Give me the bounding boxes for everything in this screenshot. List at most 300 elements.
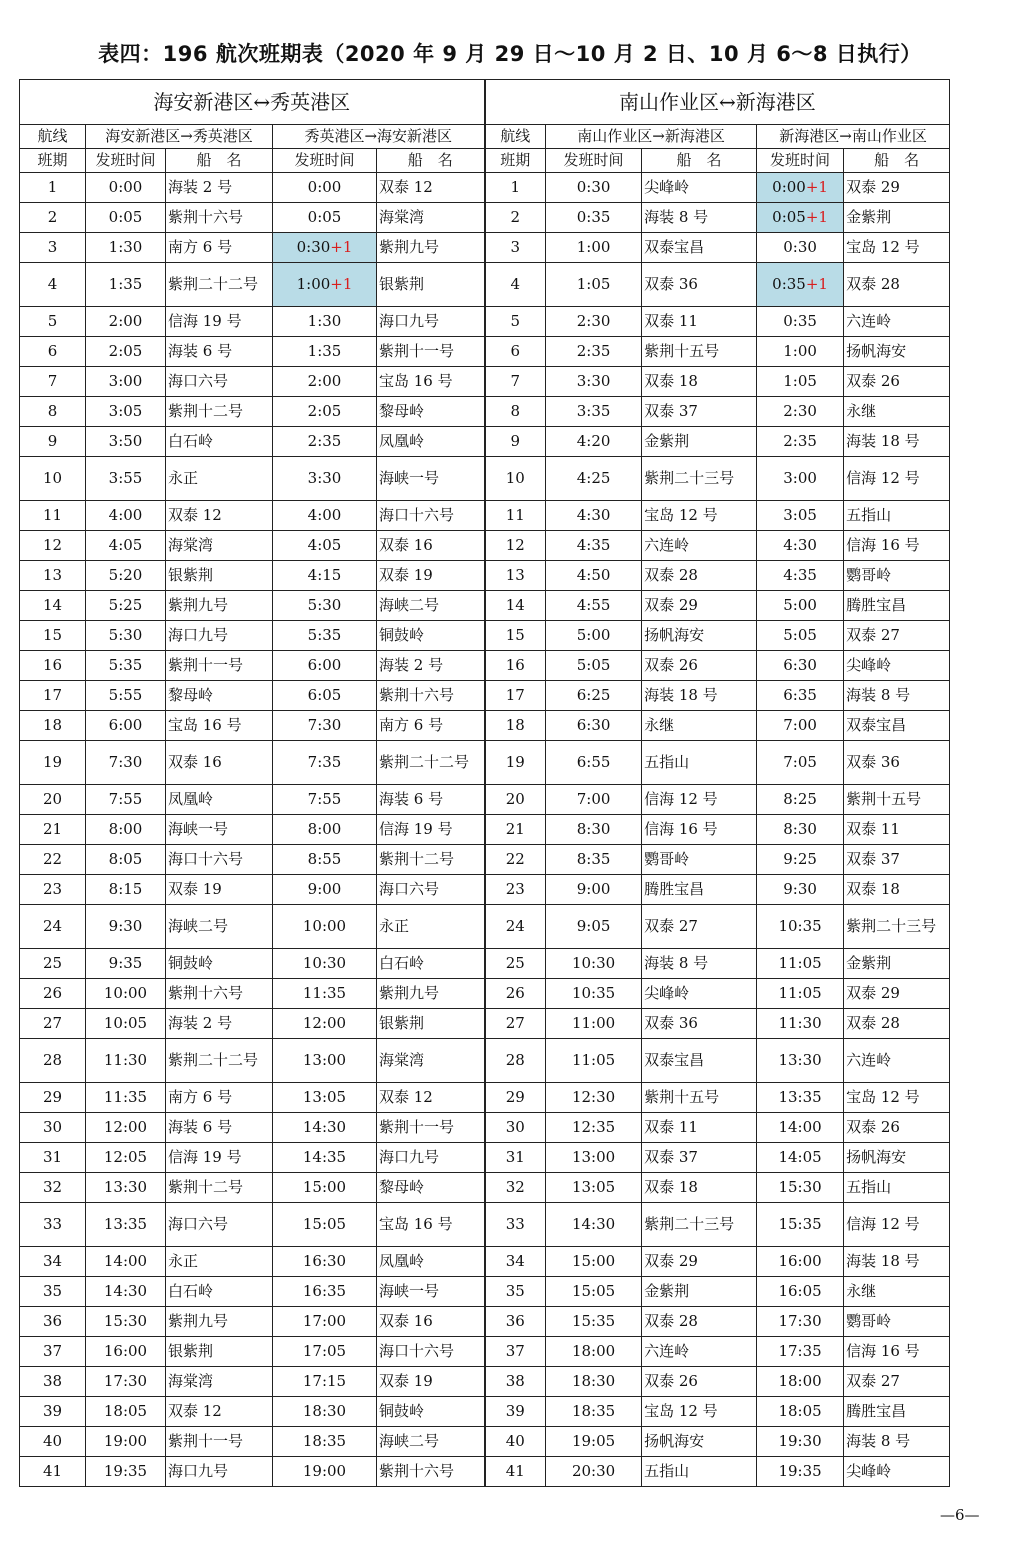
xinhai-depart-time bbox=[757, 1143, 844, 1173]
haian-ship-name: 白石岭 bbox=[166, 427, 273, 457]
xiuying-ship-name: 海棠湾 bbox=[377, 203, 485, 233]
nanshan-depart-time bbox=[546, 651, 642, 681]
haian-ship-name: 南方 6 号 bbox=[166, 233, 273, 263]
xiuying-ship-name: 宝岛 16 号 bbox=[377, 1203, 485, 1247]
nanshan-ship-name: 双泰 36 bbox=[642, 1009, 757, 1039]
haian-ship-name: 信海 19 号 bbox=[166, 307, 273, 337]
xinhai-ship-name: 永继 bbox=[844, 1277, 950, 1307]
trip-number-right: 24 bbox=[485, 905, 546, 949]
depart-time: 3:50 bbox=[108, 432, 143, 450]
haian-depart-time bbox=[86, 1173, 166, 1203]
depart-time: 6:35 bbox=[783, 686, 817, 704]
trip-number-right: 1 bbox=[485, 173, 546, 203]
trip-number-right: 32 bbox=[485, 1173, 546, 1203]
haian-depart-time bbox=[86, 1307, 166, 1337]
trip-number-left: 36 bbox=[20, 1307, 86, 1337]
header-depart-time: 发班时间 bbox=[757, 149, 844, 173]
trip-number-right: 22 bbox=[485, 845, 546, 875]
next-day-mark: +1 bbox=[805, 208, 828, 226]
nanshan-depart-time bbox=[546, 501, 642, 531]
depart-time: 11:35 bbox=[302, 984, 347, 1002]
xiuying-ship-name: 双泰 16 bbox=[377, 531, 485, 561]
depart-time: 11:30 bbox=[778, 1014, 822, 1032]
xinhai-depart-time bbox=[757, 1337, 844, 1367]
haian-depart-time bbox=[86, 651, 166, 681]
depart-time: 16:00 bbox=[778, 1252, 822, 1270]
xinhai-ship-name: 鹦哥岭 bbox=[844, 561, 950, 591]
nanshan-depart-time bbox=[546, 621, 642, 651]
depart-time: 4:00 bbox=[108, 506, 143, 524]
trip-number-left: 5 bbox=[20, 307, 86, 337]
depart-time: 4:30 bbox=[783, 536, 817, 554]
depart-time: 10:00 bbox=[103, 984, 148, 1002]
haian-ship-name: 海口十六号 bbox=[166, 845, 273, 875]
nanshan-depart-time bbox=[546, 1083, 642, 1113]
header-trip-right: 班期 bbox=[485, 149, 546, 173]
table-row bbox=[20, 1307, 950, 1337]
depart-time: 8:15 bbox=[108, 880, 143, 898]
haian-depart-time bbox=[86, 681, 166, 711]
nanshan-depart-time bbox=[546, 397, 642, 427]
depart-time: 1:35 bbox=[108, 275, 143, 293]
xiuying-depart-time bbox=[273, 711, 377, 741]
table-row bbox=[20, 457, 950, 501]
haian-ship-name: 海口九号 bbox=[166, 1457, 273, 1487]
xinhai-ship-name: 双泰 37 bbox=[844, 845, 950, 875]
depart-time: 19:35 bbox=[103, 1462, 148, 1480]
depart-time: 4:30 bbox=[576, 506, 611, 524]
trip-number-left: 17 bbox=[20, 681, 86, 711]
depart-time: 18:05 bbox=[103, 1402, 148, 1420]
xiuying-depart-time bbox=[273, 815, 377, 845]
depart-time: 11:00 bbox=[571, 1014, 616, 1032]
haian-depart-time bbox=[86, 1337, 166, 1367]
header-depart-time: 发班时间 bbox=[273, 149, 377, 173]
depart-time: 17:30 bbox=[778, 1312, 822, 1330]
xiuying-depart-time bbox=[273, 501, 377, 531]
xinhai-ship-name: 紫荆二十三号 bbox=[844, 905, 950, 949]
trip-number-left: 39 bbox=[20, 1397, 86, 1427]
nanshan-ship-name: 尖峰岭 bbox=[642, 173, 757, 203]
trip-number-left: 41 bbox=[20, 1457, 86, 1487]
header-depart-time: 发班时间 bbox=[546, 149, 642, 173]
xiuying-ship-name: 铜鼓岭 bbox=[377, 621, 485, 651]
haian-ship-name: 海装 2 号 bbox=[166, 173, 273, 203]
depart-time: 7:05 bbox=[783, 753, 817, 771]
depart-time: 4:20 bbox=[576, 432, 611, 450]
xiuying-ship-name: 白石岭 bbox=[377, 949, 485, 979]
xinhai-depart-time bbox=[757, 501, 844, 531]
page-title: 表四：196 航次班期表（2020 年 9 月 29 日～10 月 2 日、10 月 6～8 日执行） bbox=[98, 42, 922, 66]
nanshan-ship-name: 宝岛 12 号 bbox=[642, 501, 757, 531]
xiuying-ship-name: 海口九号 bbox=[377, 307, 485, 337]
table-row bbox=[20, 1457, 950, 1487]
nanshan-ship-name: 紫荆二十三号 bbox=[642, 457, 757, 501]
depart-time: 19:35 bbox=[778, 1462, 822, 1480]
xiuying-depart-time bbox=[273, 621, 377, 651]
xinhai-ship-name: 双泰宝昌 bbox=[844, 711, 950, 741]
trip-number-right: 28 bbox=[485, 1039, 546, 1083]
xinhai-ship-name: 永继 bbox=[844, 397, 950, 427]
xiuying-depart-time bbox=[273, 367, 377, 397]
xinhai-depart-time bbox=[757, 173, 844, 203]
haian-depart-time bbox=[86, 397, 166, 427]
trip-number-left: 28 bbox=[20, 1039, 86, 1083]
table-row bbox=[20, 1247, 950, 1277]
table-row bbox=[20, 173, 950, 203]
header-ship-name: 船 名 bbox=[377, 149, 485, 173]
nanshan-ship-name: 双泰宝昌 bbox=[642, 233, 757, 263]
trip-number-right: 36 bbox=[485, 1307, 546, 1337]
xinhai-depart-time bbox=[757, 531, 844, 561]
nanshan-depart-time bbox=[546, 1307, 642, 1337]
header-depart-time: 发班时间 bbox=[86, 149, 166, 173]
depart-time: 2:35 bbox=[576, 342, 611, 360]
haian-ship-name: 宝岛 16 号 bbox=[166, 711, 273, 741]
nanshan-depart-time bbox=[546, 681, 642, 711]
xiuying-depart-time bbox=[273, 1397, 377, 1427]
xinhai-depart-time bbox=[757, 457, 844, 501]
nanshan-ship-name: 双泰宝昌 bbox=[642, 1039, 757, 1083]
trip-number-left: 9 bbox=[20, 427, 86, 457]
xinhai-depart-time bbox=[757, 905, 844, 949]
depart-time: 6:30 bbox=[576, 716, 611, 734]
nanshan-depart-time bbox=[546, 741, 642, 785]
depart-time: 15:35 bbox=[778, 1215, 822, 1233]
xinhai-depart-time bbox=[757, 1203, 844, 1247]
depart-time: 17:15 bbox=[302, 1372, 347, 1390]
trip-number-left: 38 bbox=[20, 1367, 86, 1397]
depart-time: 15:05 bbox=[571, 1282, 616, 1300]
xinhai-depart-time bbox=[757, 1009, 844, 1039]
trip-number-right: 38 bbox=[485, 1367, 546, 1397]
trip-number-left: 37 bbox=[20, 1337, 86, 1367]
xinhai-ship-name: 双泰 36 bbox=[844, 741, 950, 785]
trip-number-left: 40 bbox=[20, 1427, 86, 1457]
nanshan-depart-time bbox=[546, 263, 642, 307]
depart-time: 3:05 bbox=[108, 402, 143, 420]
xiuying-ship-name: 海口十六号 bbox=[377, 501, 485, 531]
depart-time: 13:30 bbox=[778, 1051, 822, 1069]
xiuying-depart-time bbox=[273, 591, 377, 621]
trip-number-right: 8 bbox=[485, 397, 546, 427]
table-row bbox=[20, 337, 950, 367]
trip-number-right: 29 bbox=[485, 1083, 546, 1113]
trip-number-left: 10 bbox=[20, 457, 86, 501]
haian-depart-time bbox=[86, 233, 166, 263]
depart-time: 3:30 bbox=[576, 372, 611, 390]
xinhai-depart-time bbox=[757, 711, 844, 741]
trip-number-left: 3 bbox=[20, 233, 86, 263]
depart-time: 0:00 bbox=[307, 178, 342, 196]
section-right-title: 南山作业区↔新海港区 bbox=[485, 80, 950, 125]
depart-time: 10:35 bbox=[571, 984, 616, 1002]
haian-depart-time bbox=[86, 307, 166, 337]
depart-time: 1:35 bbox=[307, 342, 342, 360]
nanshan-ship-name: 腾胜宝昌 bbox=[642, 875, 757, 905]
xinhai-ship-name: 紫荆十五号 bbox=[844, 785, 950, 815]
haian-ship-name: 海装 6 号 bbox=[166, 1113, 273, 1143]
xinhai-depart-time bbox=[757, 1247, 844, 1277]
nanshan-depart-time bbox=[546, 949, 642, 979]
trip-number-right: 3 bbox=[485, 233, 546, 263]
depart-time: 15:05 bbox=[302, 1215, 347, 1233]
depart-time: 2:00 bbox=[108, 312, 143, 330]
depart-time: 8:35 bbox=[576, 850, 611, 868]
haian-depart-time bbox=[86, 1083, 166, 1113]
depart-time: 4:55 bbox=[576, 596, 611, 614]
xinhai-depart-time bbox=[757, 307, 844, 337]
trip-number-right: 21 bbox=[485, 815, 546, 845]
depart-time: 7:30 bbox=[108, 753, 143, 771]
nanshan-ship-name: 双泰 29 bbox=[642, 1247, 757, 1277]
trip-number-left: 7 bbox=[20, 367, 86, 397]
table-row bbox=[20, 875, 950, 905]
depart-time: 1:05 bbox=[783, 372, 817, 390]
haian-ship-name: 双泰 19 bbox=[166, 875, 273, 905]
xiuying-depart-time bbox=[273, 233, 377, 263]
xiuying-depart-time bbox=[273, 785, 377, 815]
xiuying-depart-time bbox=[273, 1009, 377, 1039]
haian-depart-time bbox=[86, 905, 166, 949]
table-row bbox=[20, 531, 950, 561]
xiuying-depart-time bbox=[273, 397, 377, 427]
header-route-right: 航线 bbox=[485, 125, 546, 149]
trip-number-left: 31 bbox=[20, 1143, 86, 1173]
xinhai-depart-time bbox=[757, 1427, 844, 1457]
depart-time: 16:00 bbox=[103, 1342, 148, 1360]
haian-ship-name: 紫荆九号 bbox=[166, 1307, 273, 1337]
xiuying-ship-name: 紫荆十一号 bbox=[377, 337, 485, 367]
depart-time: 5:30 bbox=[307, 596, 342, 614]
trip-number-right: 14 bbox=[485, 591, 546, 621]
trip-number-left: 2 bbox=[20, 203, 86, 233]
trip-number-right: 33 bbox=[485, 1203, 546, 1247]
depart-time: 10:30 bbox=[302, 954, 347, 972]
xinhai-depart-time bbox=[757, 1307, 844, 1337]
haian-depart-time bbox=[86, 531, 166, 561]
depart-time: 6:00 bbox=[307, 656, 342, 674]
trip-number-right: 7 bbox=[485, 367, 546, 397]
depart-time: 14:05 bbox=[778, 1148, 822, 1166]
table-row bbox=[20, 1337, 950, 1367]
depart-time: 15:35 bbox=[571, 1312, 616, 1330]
next-day-mark: +1 bbox=[330, 275, 353, 293]
xiuying-ship-name: 银紫荆 bbox=[377, 1009, 485, 1039]
table-row bbox=[20, 815, 950, 845]
depart-time: 0:00 bbox=[772, 178, 806, 196]
trip-number-right: 26 bbox=[485, 979, 546, 1009]
haian-depart-time bbox=[86, 1009, 166, 1039]
xinhai-depart-time bbox=[757, 785, 844, 815]
trip-number-right: 25 bbox=[485, 949, 546, 979]
xiuying-depart-time bbox=[273, 203, 377, 233]
depart-time: 6:25 bbox=[576, 686, 611, 704]
nanshan-depart-time bbox=[546, 1397, 642, 1427]
trip-number-left: 16 bbox=[20, 651, 86, 681]
xiuying-depart-time bbox=[273, 337, 377, 367]
nanshan-ship-name: 信海 16 号 bbox=[642, 815, 757, 845]
xinhai-ship-name: 金紫荆 bbox=[844, 203, 950, 233]
xiuying-ship-name: 凤凰岭 bbox=[377, 1247, 485, 1277]
nanshan-depart-time bbox=[546, 1039, 642, 1083]
haian-depart-time bbox=[86, 875, 166, 905]
depart-time: 0:35 bbox=[772, 275, 806, 293]
xiuying-depart-time bbox=[273, 875, 377, 905]
xinhai-depart-time bbox=[757, 367, 844, 397]
depart-time: 0:35 bbox=[576, 208, 611, 226]
xinhai-ship-name: 海装 8 号 bbox=[844, 681, 950, 711]
xiuying-depart-time bbox=[273, 1367, 377, 1397]
depart-time: 5:05 bbox=[576, 656, 611, 674]
xiuying-ship-name: 双泰 19 bbox=[377, 561, 485, 591]
nanshan-ship-name: 金紫荆 bbox=[642, 1277, 757, 1307]
xinhai-depart-time bbox=[757, 1083, 844, 1113]
nanshan-depart-time bbox=[546, 307, 642, 337]
depart-time: 0:35 bbox=[783, 312, 817, 330]
haian-depart-time bbox=[86, 203, 166, 233]
depart-time: 17:05 bbox=[302, 1342, 347, 1360]
xinhai-ship-name: 腾胜宝昌 bbox=[844, 591, 950, 621]
depart-time: 12:00 bbox=[302, 1014, 347, 1032]
depart-time: 5:05 bbox=[783, 626, 817, 644]
xinhai-ship-name: 六连岭 bbox=[844, 307, 950, 337]
depart-time: 18:35 bbox=[571, 1402, 616, 1420]
haian-depart-time bbox=[86, 711, 166, 741]
nanshan-ship-name: 双泰 28 bbox=[642, 561, 757, 591]
nanshan-ship-name: 六连岭 bbox=[642, 1337, 757, 1367]
nanshan-ship-name: 五指山 bbox=[642, 741, 757, 785]
nanshan-ship-name: 信海 12 号 bbox=[642, 785, 757, 815]
xiuying-ship-name: 紫荆十二号 bbox=[377, 845, 485, 875]
xiuying-ship-name: 永正 bbox=[377, 905, 485, 949]
depart-time: 10:00 bbox=[302, 917, 347, 935]
haian-ship-name: 南方 6 号 bbox=[166, 1083, 273, 1113]
trip-number-left: 19 bbox=[20, 741, 86, 785]
depart-time: 3:00 bbox=[783, 469, 817, 487]
xinhai-depart-time bbox=[757, 397, 844, 427]
depart-time: 4:00 bbox=[307, 506, 342, 524]
trip-number-right: 5 bbox=[485, 307, 546, 337]
haian-depart-time bbox=[86, 591, 166, 621]
xiuying-depart-time bbox=[273, 1277, 377, 1307]
haian-ship-name: 银紫荆 bbox=[166, 1337, 273, 1367]
nanshan-depart-time bbox=[546, 457, 642, 501]
depart-time: 10:35 bbox=[778, 917, 822, 935]
nanshan-depart-time bbox=[546, 905, 642, 949]
depart-time: 19:05 bbox=[571, 1432, 616, 1450]
header-route-left: 航线 bbox=[20, 125, 86, 149]
depart-time: 17:30 bbox=[103, 1372, 148, 1390]
depart-time: 4:35 bbox=[576, 536, 611, 554]
trip-number-left: 12 bbox=[20, 531, 86, 561]
haian-ship-name: 紫荆二十二号 bbox=[166, 263, 273, 307]
depart-time: 2:05 bbox=[108, 342, 143, 360]
table-row bbox=[20, 785, 950, 815]
depart-time: 9:25 bbox=[783, 850, 817, 868]
xinhai-ship-name: 双泰 27 bbox=[844, 1367, 950, 1397]
trip-number-right: 27 bbox=[485, 1009, 546, 1039]
depart-time: 3:00 bbox=[108, 372, 143, 390]
trip-number-left: 20 bbox=[20, 785, 86, 815]
depart-time: 14:00 bbox=[103, 1252, 148, 1270]
nanshan-ship-name: 六连岭 bbox=[642, 531, 757, 561]
trip-number-left: 21 bbox=[20, 815, 86, 845]
xiuying-depart-time bbox=[273, 307, 377, 337]
xiuying-ship-name: 凤凰岭 bbox=[377, 427, 485, 457]
haian-depart-time bbox=[86, 1203, 166, 1247]
xiuying-depart-time bbox=[273, 1337, 377, 1367]
trip-number-right: 18 bbox=[485, 711, 546, 741]
nanshan-depart-time bbox=[546, 1173, 642, 1203]
xinhai-ship-name: 信海 12 号 bbox=[844, 457, 950, 501]
depart-time: 4:05 bbox=[307, 536, 342, 554]
trip-number-right: 40 bbox=[485, 1427, 546, 1457]
xinhai-ship-name: 双泰 28 bbox=[844, 263, 950, 307]
table-row bbox=[20, 949, 950, 979]
depart-time: 18:30 bbox=[571, 1372, 616, 1390]
xiuying-depart-time bbox=[273, 1247, 377, 1277]
xinhai-ship-name: 尖峰岭 bbox=[844, 1457, 950, 1487]
depart-time: 9:00 bbox=[307, 880, 342, 898]
haian-ship-name: 永正 bbox=[166, 457, 273, 501]
haian-ship-name: 紫荆十一号 bbox=[166, 1427, 273, 1457]
depart-time: 11:30 bbox=[103, 1051, 148, 1069]
xinhai-ship-name: 五指山 bbox=[844, 501, 950, 531]
depart-time: 10:05 bbox=[103, 1014, 148, 1032]
depart-time: 6:00 bbox=[108, 716, 143, 734]
nanshan-ship-name: 双泰 37 bbox=[642, 397, 757, 427]
depart-time: 7:00 bbox=[576, 790, 611, 808]
depart-time: 4:50 bbox=[576, 566, 611, 584]
xinhai-ship-name: 双泰 26 bbox=[844, 1113, 950, 1143]
table-row bbox=[20, 979, 950, 1009]
depart-time: 0:30 bbox=[783, 238, 817, 256]
haian-depart-time bbox=[86, 337, 166, 367]
haian-depart-time bbox=[86, 501, 166, 531]
trip-number-left: 30 bbox=[20, 1113, 86, 1143]
depart-time: 5:55 bbox=[108, 686, 143, 704]
table-row bbox=[20, 427, 950, 457]
table-row bbox=[20, 501, 950, 531]
depart-time: 6:05 bbox=[307, 686, 342, 704]
xiuying-ship-name: 紫荆十一号 bbox=[377, 1113, 485, 1143]
depart-time: 1:30 bbox=[108, 238, 143, 256]
depart-time: 2:30 bbox=[783, 402, 817, 420]
xiuying-depart-time bbox=[273, 905, 377, 949]
table-row bbox=[20, 1009, 950, 1039]
nanshan-depart-time bbox=[546, 233, 642, 263]
nanshan-ship-name: 尖峰岭 bbox=[642, 979, 757, 1009]
depart-time: 13:35 bbox=[778, 1088, 822, 1106]
header-direction-nanshan-xinhai: 南山作业区→新海港区 bbox=[546, 125, 757, 149]
next-day-mark: +1 bbox=[330, 238, 353, 256]
nanshan-depart-time bbox=[546, 1337, 642, 1367]
xinhai-depart-time bbox=[757, 427, 844, 457]
xinhai-depart-time bbox=[757, 621, 844, 651]
nanshan-depart-time bbox=[546, 427, 642, 457]
trip-number-right: 37 bbox=[485, 1337, 546, 1367]
nanshan-ship-name: 金紫荆 bbox=[642, 427, 757, 457]
haian-ship-name: 双泰 12 bbox=[166, 1397, 273, 1427]
depart-time: 7:00 bbox=[783, 716, 817, 734]
depart-time: 5:35 bbox=[307, 626, 342, 644]
xinhai-ship-name: 双泰 28 bbox=[844, 1009, 950, 1039]
xiuying-ship-name: 海装 2 号 bbox=[377, 651, 485, 681]
haian-depart-time bbox=[86, 1277, 166, 1307]
haian-ship-name: 信海 19 号 bbox=[166, 1143, 273, 1173]
depart-time: 8:00 bbox=[108, 820, 143, 838]
